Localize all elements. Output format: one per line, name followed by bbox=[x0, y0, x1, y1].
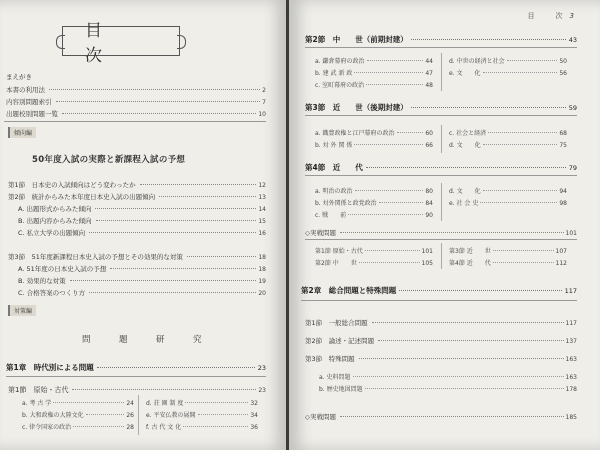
page-number: 3 bbox=[569, 12, 574, 20]
left-page bbox=[0, 0, 287, 450]
s4-item-a: a. 明治の政治 80 bbox=[315, 188, 433, 195]
divider bbox=[305, 175, 577, 176]
tag-trends: 傾向編 bbox=[8, 127, 36, 138]
ch2-s3-item-b: b. 歴史地図問題 178 bbox=[319, 386, 577, 393]
front-matter-usage: 本書の利用法 2 bbox=[6, 86, 266, 94]
column-divider bbox=[441, 243, 442, 269]
ch2-section-3: 第3節 特殊問題 163 bbox=[305, 355, 577, 363]
s3-item-c: c. 社会と経済 68 bbox=[449, 130, 567, 137]
column-divider bbox=[441, 183, 442, 221]
column-divider bbox=[138, 395, 139, 435]
divider bbox=[6, 376, 266, 377]
section-4: 第4節 近 代 79 bbox=[305, 163, 577, 172]
chapter-1: 第1章 時代別による問題 23 bbox=[6, 363, 266, 372]
review-item-3: 第3節 近 世 107 bbox=[449, 248, 567, 255]
s1-item-a: a. 考 古 学 24 bbox=[22, 400, 134, 407]
s4-item-b: b. 対外関係と政党政治 84 bbox=[315, 200, 433, 207]
front-matter-index: 内容別問題索引 7 bbox=[6, 98, 266, 106]
trend-item-1: 第1節 日本史の入試傾向はどう変わったか 12 bbox=[8, 181, 266, 189]
s3-item-d: d. 文 化 75 bbox=[449, 142, 567, 149]
toc-title-box bbox=[62, 21, 180, 66]
toc-title: 目 次 bbox=[85, 21, 163, 66]
s1-item-f: f. 古 代 文 化 36 bbox=[146, 424, 258, 431]
review-problems: ◇実戦問題 101 bbox=[305, 229, 577, 237]
column-divider bbox=[441, 125, 442, 153]
tag-measures: 対策編 bbox=[8, 305, 36, 316]
ch2-s3-item-a: a. 史料問題 163 bbox=[319, 374, 577, 381]
right-page bbox=[289, 0, 600, 450]
section-2: 第2節 中 世（前期封建） 43 bbox=[305, 35, 577, 44]
trend-item-3a: A. 51年度の日本史入試の予想 18 bbox=[18, 265, 266, 273]
s1-item-d: d. 荘 園 制 度 32 bbox=[146, 400, 258, 407]
ch2-section-1: 第1節 一般総合問題 117 bbox=[305, 319, 577, 327]
trend-item-2a: A. 出題形式からみた傾向 14 bbox=[18, 205, 266, 213]
study-heading: 問 題 研 究 bbox=[82, 335, 212, 345]
s2-item-d: d. 中世の経済と社会 50 bbox=[449, 58, 567, 65]
front-matter-school-list: 出題校別問題一覧 10 bbox=[6, 110, 266, 118]
trend-item-3: 第3節 51年度新課程日本史入試の予想とその効果的な対策 18 bbox=[8, 253, 266, 261]
trend-item-2: 第2節 統計からみた本年度日本史入試の出題傾向 13 bbox=[8, 193, 266, 201]
review-item-2: 第2節 中 世 105 bbox=[315, 260, 433, 267]
trend-item-2b: B. 出題内容からみた傾向 15 bbox=[18, 217, 266, 225]
section-1: 第1節 原始・古代 23 bbox=[8, 386, 266, 394]
s2-item-c: c. 室町幕府の政治 48 bbox=[315, 82, 433, 89]
review-problems-2: ◇実戦問題 185 bbox=[305, 413, 577, 421]
divider bbox=[4, 121, 266, 122]
column-divider bbox=[441, 53, 442, 91]
s2-item-a: a. 鎌倉幕府の政治 44 bbox=[315, 58, 433, 65]
trend-item-3b: B. 効果的な対策 19 bbox=[18, 277, 266, 285]
s2-item-e: e. 文 化 56 bbox=[449, 70, 567, 77]
s4-item-d: d. 文 化 94 bbox=[449, 188, 567, 195]
divider bbox=[305, 239, 577, 240]
divider bbox=[305, 115, 577, 116]
trend-heading: 50年度入試の実際と新課程入試の予想 bbox=[32, 155, 186, 165]
s3-item-b: b. 対 外 関 係 66 bbox=[315, 142, 433, 149]
section-3: 第3節 近 世（後期封建） 59 bbox=[305, 103, 577, 112]
s3-item-a: a. 織豊政権と江戸幕府の政治 60 bbox=[315, 130, 433, 137]
trend-item-3c: C. 合格答案のつくり方 20 bbox=[18, 289, 266, 297]
trend-item-2c: C. 私立大学の出題傾向 16 bbox=[18, 229, 266, 237]
front-matter-preface: まえがき bbox=[6, 73, 32, 81]
s4-item-e: e. 社 会 史 98 bbox=[449, 200, 567, 207]
review-item-4: 第4節 近 代 112 bbox=[449, 260, 567, 267]
ch2-section-2: 第2節 論述・記述問題 137 bbox=[305, 337, 577, 345]
s4-item-c: c. 戦 前 90 bbox=[315, 212, 433, 219]
s1-item-c: c. 律令国家の政治 28 bbox=[22, 424, 134, 431]
s1-item-b: b. 大和政権の大陸文化 26 bbox=[22, 412, 134, 419]
s1-item-e: e. 平安仏教の展開 34 bbox=[146, 412, 258, 419]
divider bbox=[305, 47, 577, 48]
divider bbox=[301, 300, 577, 301]
review-item-1: 第1節 原始・古代 101 bbox=[315, 248, 433, 255]
chapter-2: 第2章 総合問題と特殊問題 117 bbox=[301, 286, 577, 295]
s2-item-b: b. 建 武 新 政 47 bbox=[315, 70, 433, 77]
running-head: 目 次3 bbox=[527, 12, 574, 20]
